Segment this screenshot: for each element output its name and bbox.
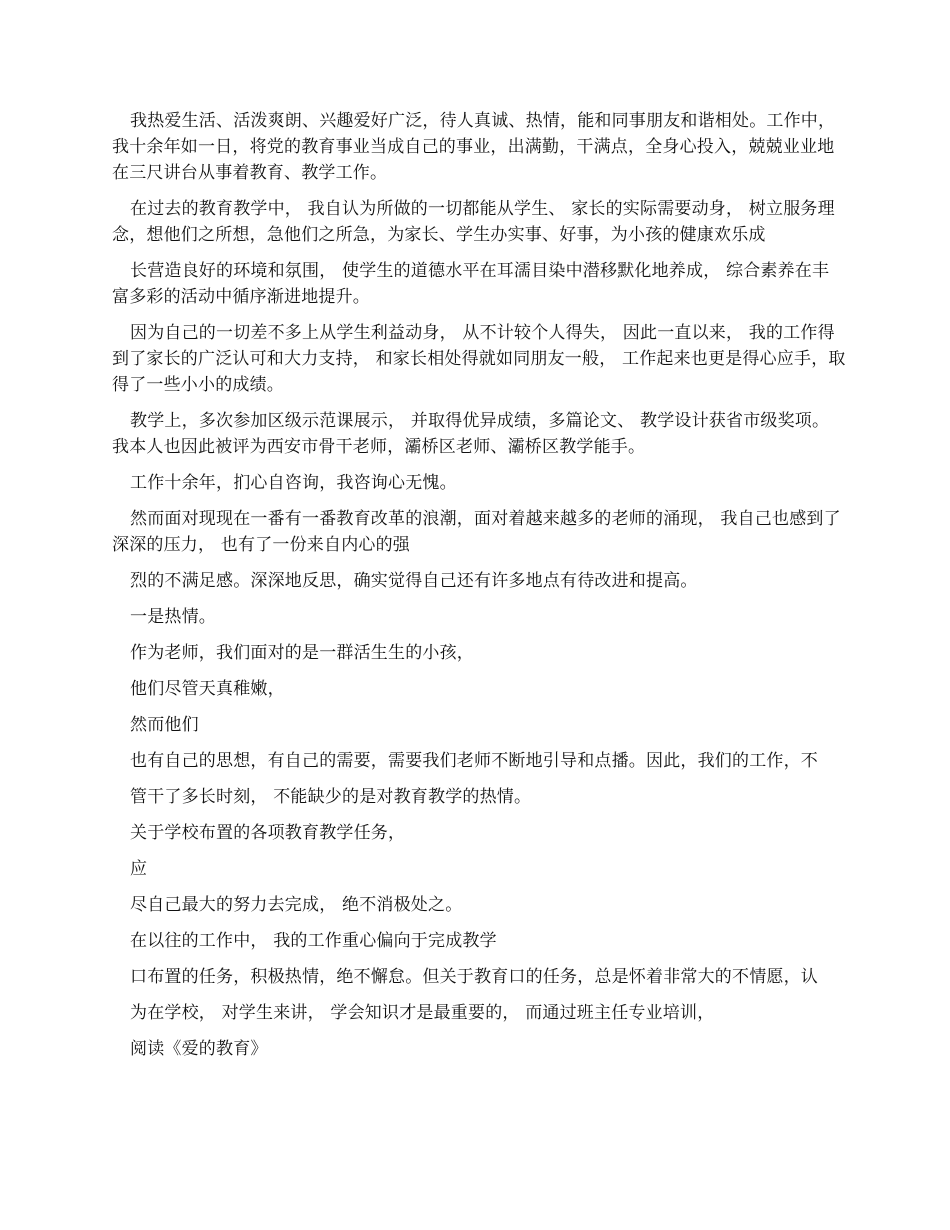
- paragraph: 应: [130, 859, 148, 879]
- paragraph: 关于学校布置的各项教育教学任务，: [130, 823, 406, 843]
- paragraph: 然而面对现现在一番有一番教育改革的浪潮，面对着越来越多的老师的涌现， 我自己也感到了深深的压力， 也有了一份来自内心的强: [112, 509, 841, 555]
- paragraph: 长营造良好的环境和氛围， 使学生的道德水平在耳濡目染中潜移默化地养成， 综合素养在丰富多彩的活动中循序渐进地提升。: [112, 261, 830, 307]
- paragraph: 工作十余年，扪心自咨询，我咨询心无愧。: [130, 473, 457, 493]
- paragraph: 在以往的工作中， 我的工作重心偏向于完成教学: [130, 931, 497, 951]
- paragraph: 教学上，多次参加区级示范课展示， 并取得优异成绩，多篇论文、 教学设计获省市级奖项。我本人也因此被评为西安市骨干老师，灞桥区老师、灞桥区教学能手。: [112, 411, 830, 457]
- paragraph: 阅读《爱的教育》: [130, 1039, 268, 1059]
- paragraph: 一是热情。: [130, 607, 216, 627]
- paragraph: 口布置的任务，积极热情，绝不懈怠。但关于教育口的任务，总是怀着非常大的不情愿，认: [130, 967, 818, 987]
- paragraph: 我热爱生活、活泼爽朗、兴趣爱好广泛，待人真诚、热情，能和同事朋友和谐相处。工作中，我十余年如一日，将党的教育事业当成自己的事业，出满勤，干满点，全身心投入，兢兢业业地在三尺讲台从事着教育、教学工作。: [112, 111, 836, 183]
- paragraph: 为在学校， 对学生来讲， 学会知识才是最重要的， 而通过班主任专业培训，: [130, 1003, 715, 1023]
- paragraph: 在过去的教育教学中， 我自认为所做的一切都能从学生、 家长的实际需要动身， 树立服务理念，想他们之所想，急他们之所急，为家长、学生办实事、好事，为小孩的健康欢乐成: [112, 199, 835, 245]
- paragraph: 因为自己的一切差不多上从学生利益动身， 从不计较个人得失， 因此一直以来， 我的工作得到了家长的广泛认可和大力支持， 和家长相处得就如同朋友一般， 工作起来也更是得心应手，取得了一些小小的成绩。: [112, 323, 846, 395]
- document-body: [112, 108, 846, 1072]
- paragraph: 也有自己的思想，有自己的需要，需要我们老师不断地引导和点播。因此，我们的工作，不: [130, 751, 818, 771]
- paragraph: 然而他们: [130, 715, 199, 735]
- paragraph: 尽自己最大的努力去完成， 绝不消极处之。: [130, 895, 463, 915]
- paragraph: 他们尽管天真稚嫩，: [130, 679, 285, 699]
- paragraph: 作为老师，我们面对的是一群活生生的小孩，: [130, 643, 474, 663]
- paragraph: 管干了多长时刻， 不能缺少的是对教育教学的热情。: [130, 787, 532, 807]
- paragraph: 烈的不满足感。深深地反思，确实觉得自己还有许多地点有待改进和提高。: [130, 571, 698, 591]
